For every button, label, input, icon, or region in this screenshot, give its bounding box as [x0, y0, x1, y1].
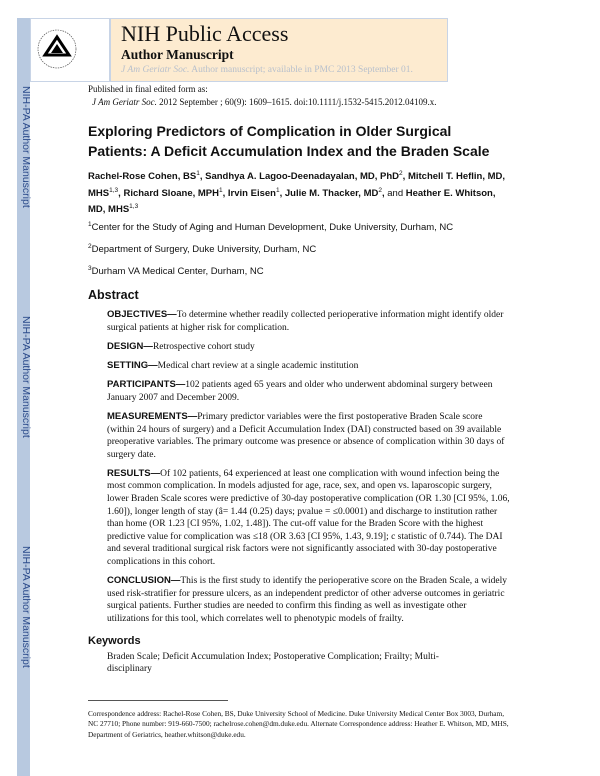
correspondence-footnote: Correspondence address: Rachel-Rose Cohen, BS, Duke University School of Medicine. Duke University Medical Center Box 3003, Durham, NC 27710; Phone number: 919-660-7500; rachelrose.cohen@dm.duke.edu. Alternate Correspondence address: Heather E. Whitson, MD, MHS, Department of Geriatrics, heather.whitson@duke.edu.: [88, 708, 509, 739]
author: Julie M. Thacker, MD: [284, 187, 379, 199]
section-label: OBJECTIVES—: [107, 309, 177, 321]
affiliation-text: Center for the Study of Aging and Human Development, Duke University, Durham, NC: [91, 222, 454, 234]
keywords-heading: Keywords: [88, 634, 141, 647]
author-affiliation: 1,3: [129, 203, 139, 211]
nih-header: [30, 18, 448, 82]
abstract-heading: Abstract: [88, 288, 139, 303]
section-text: Medical chart review at a single academic institution: [157, 361, 359, 372]
author-affiliation: 1: [275, 186, 280, 194]
affiliation-number: 1: [88, 220, 92, 228]
affiliation-number: 2: [88, 243, 92, 251]
header-title: NIH Public Access: [121, 21, 289, 46]
section-text: To determine whether readily collected perioperative information might identify older surgical patients at higher risk for complication.: [107, 310, 504, 334]
nih-logo-icon: [36, 22, 78, 76]
section-label: MEASUREMENTS—: [107, 411, 198, 422]
author: Irvin Eisen: [227, 187, 276, 199]
author: Heather E. Whitson, MD, MHS: [88, 187, 496, 216]
affiliation-number: 3: [88, 265, 92, 273]
affiliation: [88, 240, 510, 256]
sidebar-label: NIH-PA Author Manuscript: [20, 316, 32, 438]
abstract-participants: [107, 379, 510, 404]
conjunction: and: [387, 187, 404, 199]
abstract-conclusion: [107, 575, 510, 625]
section-label: SETTING—: [107, 360, 158, 372]
author-affiliation: 2: [378, 186, 382, 194]
publication-info: [88, 83, 510, 109]
author: Richard Sloane, MPH: [123, 187, 220, 199]
section-text: Primary predictor variables were the first postoperative Braden Scale score (within 24 hours of surgery) and a Deficit Accumulation Index (DAI) constructed based on 39 available preoperative variables. The primary outcome was presence or absence of complication within 30 days of surgery date.: [107, 412, 505, 460]
affiliation-text: Durham VA Medical Center, Durham, NC: [91, 266, 264, 278]
section-label: RESULTS—: [107, 467, 161, 479]
section-label: PARTICIPANTS—: [107, 379, 186, 391]
citation: 2012 September ; 60(9): 1609–1615. doi:10.1111/j.1532-5415.2012.04109.x.: [159, 97, 437, 107]
affiliation: [88, 262, 510, 278]
keywords-text: Braden Scale; Deficit Accumulation Index; Postoperative Complication; Frailty; Multi-disciplinary: [107, 651, 439, 675]
sidebar-label: NIH-PA Author Manuscript: [20, 86, 32, 208]
section-text: This is the first study to identify the perioperative score on the Braden Scale, a widely used risk-stratifier for pressure ulcers, as an independent predictor of other adverse outcomes in geriatric surgical patients. Further studies are needed to confirm this finding as well as investigate other utilizations for this tool, which correlates well to phenotypic models of frailty.: [107, 576, 507, 624]
section-text: 102 patients aged 65 years and older who underwent abdominal surgery between January 2007 and December 2009.: [107, 380, 493, 403]
section-label: DESIGN—: [107, 341, 153, 353]
journal-name: J Am Geriatr Soc.: [92, 97, 157, 107]
published-label: Published in final edited form as:: [88, 84, 208, 94]
article-title: Exploring Predictors of Complication in Older Surgical Patients: A Deficit Accumulation Index and the Braden Scale: [88, 123, 490, 159]
header-banner: [109, 19, 447, 81]
author-list: Rachel-Rose Cohen, $BS^1$, Sandhya A. Lagoo-Deenadayalan, MD, PhD$^2$, Mitchell T. Heflin, MD, MHS$^{1,3}$, Richard Sloane, MPH$^1$, Irvin Eisen$^1$, Julie M. Thacker, $MD^2$, and Heather E. Whitson, MD, MHS$^{1,3}$: [88, 170, 506, 216]
article-body: [88, 83, 510, 740]
journal-name: J Am Geriatr Soc.: [121, 65, 190, 75]
author: Rachel-Rose Cohen, BS: [88, 171, 197, 183]
availability-text: Author manuscript; available in PMC 2013 September 01.: [191, 65, 413, 75]
affiliation: [88, 218, 510, 234]
sidebar-label: NIH-PA Author Manuscript: [20, 546, 32, 668]
abstract-design: [107, 341, 510, 354]
header-availability: [121, 65, 413, 75]
abstract-objectives: [107, 309, 510, 334]
author-affiliation: 1: [196, 170, 200, 177]
abstract-setting: [107, 360, 510, 373]
author-affiliation: 1: [219, 186, 223, 194]
author: Mitchell T. Heflin, MD, MHS: [88, 171, 506, 199]
author-affiliation: 1,3: [109, 186, 119, 194]
section-text: Of 102 patients, 64 experienced at least one complication with wound infection being the most common complication. In models adjusted for age, race, sex, and open vs. laparoscopic surgery, lower Braden Scale scores were predictive of 30-day postoperative complication (OR 1.30 [CI 95%, 1.06, 1.60]), longer length of stay (â= 1.44 (0.25) days; pvalue = ≤0.0001) and discharge to institution rather than home (OR 1.23 [CI 95%, 1.02, 1.48]). The cut-off value for the Braden Score with the highest predictive value for complication was ≤18 (OR 3.63 [CI 95%, 1.43, 9.19]; c statistic of 0.744). The DAI and several traditional surgical risk factors were not significantly associated with 30-day postoperative complications in this cohort.: [107, 468, 510, 568]
affiliation-text: Department of Surgery, Duke University, Durham, NC: [91, 244, 317, 256]
section-text: Retrospective cohort study: [152, 342, 255, 353]
abstract-results: [107, 468, 510, 569]
author: Sandhya A. Lagoo-Deenadayalan, MD, PhD: [205, 171, 400, 183]
header-subtitle: Author Manuscript: [121, 47, 234, 62]
abstract-measurements: [107, 411, 510, 461]
abstract-body: [88, 309, 510, 625]
author-affiliation: 2: [399, 170, 403, 177]
section-label: CONCLUSION—: [107, 575, 181, 587]
footnote-divider: [88, 700, 228, 701]
